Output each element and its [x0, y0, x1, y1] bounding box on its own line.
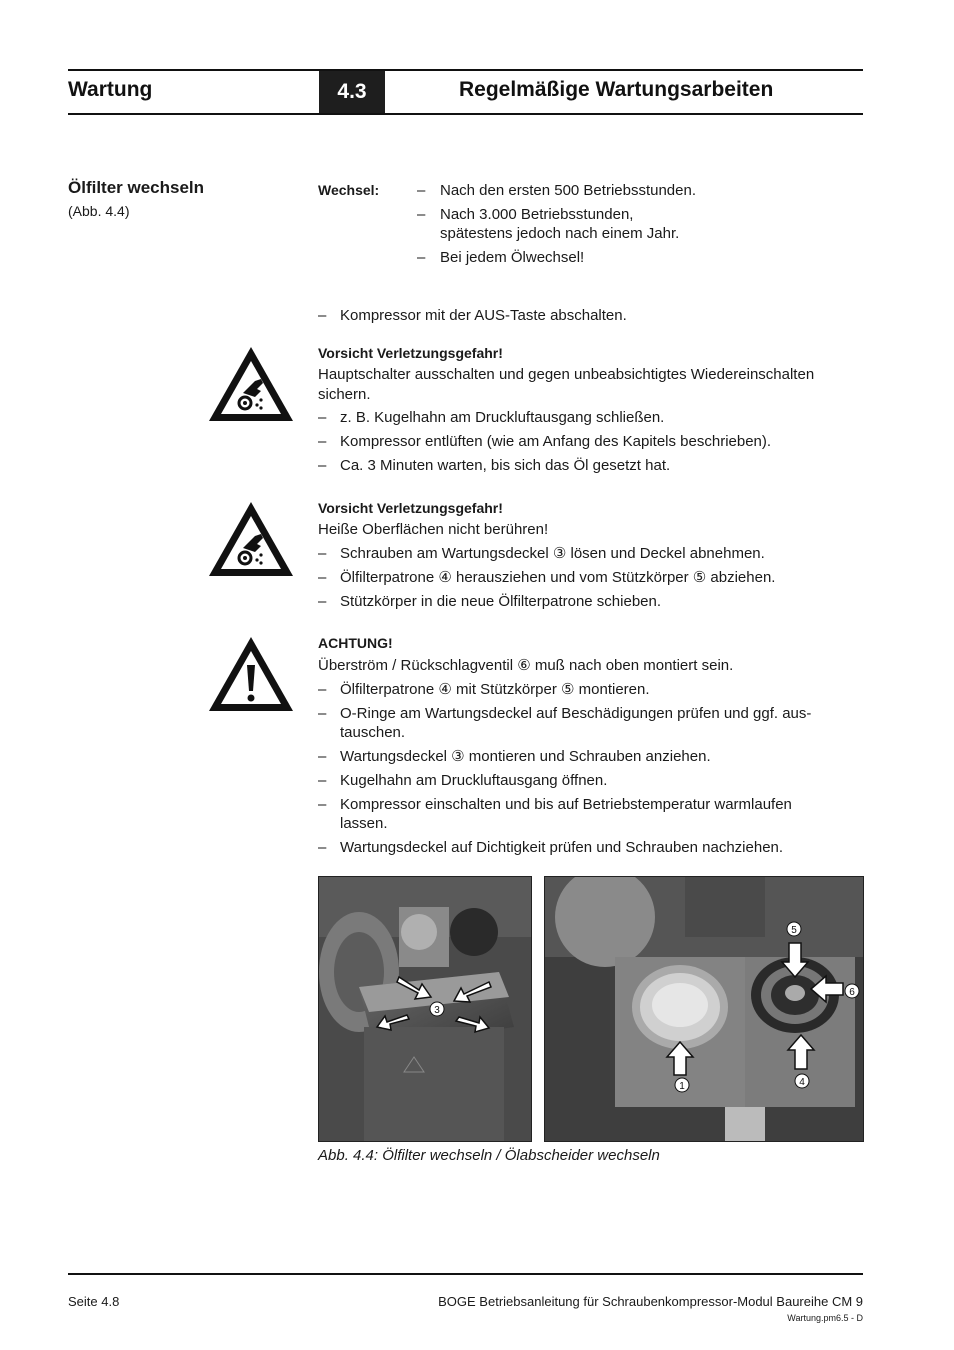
dash: – — [318, 457, 327, 474]
change-item-3: Bei jedem Ölwechsel! — [440, 249, 585, 266]
dash: – — [318, 705, 327, 722]
attention-item-5: Kompressor einschalten und bis auf Betriebstemperatur warmlaufen — [340, 796, 792, 813]
dash: – — [417, 249, 426, 266]
dash: – — [318, 569, 327, 586]
attention-item-4: Kugelhahn am Druckluftausgang öffnen. — [340, 772, 608, 789]
dash: – — [318, 748, 327, 765]
change-label: Wechsel: — [318, 182, 380, 198]
dash: – — [318, 307, 327, 324]
section-reference: (Abb. 4.4) — [68, 203, 130, 219]
dash: – — [417, 206, 426, 223]
warning1-title: Vorsicht Verletzungsgefahr! — [318, 345, 503, 361]
dash: – — [318, 545, 327, 562]
warning1-item-2: Kompressor entlüften (wie am Anfang des Kapitels beschrieben). — [340, 433, 772, 450]
dash: – — [318, 796, 327, 813]
change-item-2: Nach 3.000 Betriebsstunden, — [440, 206, 634, 223]
attention-item-2b: tauschen. — [340, 724, 406, 741]
attention-item-5b: lassen. — [340, 815, 388, 832]
warning1-text-2: sichern. — [318, 386, 371, 403]
dash: – — [318, 593, 327, 610]
header-bottom-rule — [68, 113, 863, 115]
header-section-number: 4.3 — [319, 71, 385, 113]
attention-title: ACHTUNG! — [318, 635, 393, 651]
warning1-item-3: Ca. 3 Minuten warten, bis sich das Öl gesetzt hat. — [340, 457, 671, 474]
section-title: Ölfilter wechseln — [68, 178, 205, 197]
figure-label-1: 1 — [679, 1081, 685, 1092]
hazard-hand-gear-icon — [205, 343, 297, 425]
figure-label-3: 3 — [434, 1005, 440, 1016]
photo-maintenance-cover — [318, 876, 532, 1142]
header-top-rule — [68, 69, 863, 71]
warning2-item-3: Stützkörper in die neue Ölfilterpatrone schieben. — [340, 593, 662, 610]
attention-item-1: Ölfilterpatrone ④ mit Stützkörper ⑤ montieren. — [340, 681, 650, 698]
dash: – — [318, 681, 327, 698]
dash: – — [318, 433, 327, 450]
dash: – — [318, 839, 327, 856]
attention-text: Überström / Rückschlagventil ⑥ muß nach oben montiert sein. — [318, 657, 734, 674]
footer-file-id: Wartung.pm6.5 - D — [787, 1313, 863, 1323]
dash: – — [417, 182, 426, 199]
change-item-1: Nach den ersten 500 Betriebsstunden. — [440, 182, 697, 199]
warning1-text: Hauptschalter ausschalten und gegen unbeabsichtigtes Wiedereinschalten — [318, 366, 815, 383]
dash: – — [318, 772, 327, 789]
header-chapter: Wartung — [68, 78, 153, 101]
footer-document-title: BOGE Betriebsanleitung für Schraubenkompressor-Modul Baureihe CM 9 — [438, 1294, 863, 1309]
attention-item-3: Wartungsdeckel ③ montieren und Schrauben anziehen. — [340, 748, 711, 765]
footer-page-number: Seite 4.8 — [68, 1294, 120, 1309]
figure-caption: Abb. 4.4: Ölfilter wechseln / Ölabscheider wechseln — [318, 1147, 660, 1164]
hazard-hand-gear-icon — [205, 498, 297, 580]
exclamation-warning-icon — [205, 633, 297, 715]
figure-label-4: 4 — [799, 1077, 805, 1088]
attention-item-2: O-Ringe am Wartungsdeckel auf Beschädigungen prüfen und ggf. aus- — [340, 705, 812, 722]
header-section-title: Regelmäßige Wartungsarbeiten — [459, 78, 774, 101]
attention-item-6: Wartungsdeckel auf Dichtigkeit prüfen und Schrauben nachziehen. — [340, 839, 784, 856]
photo-filter-cartridge — [544, 876, 864, 1142]
footer-rule — [68, 1273, 863, 1275]
figure-label-5: 5 — [791, 925, 797, 936]
figure-label-6: 6 — [849, 987, 855, 998]
warning1-item-1: z. B. Kugelhahn am Druckluftausgang schließen. — [340, 409, 665, 426]
dash: – — [318, 409, 327, 426]
step-off: Kompressor mit der AUS-Taste abschalten. — [340, 307, 627, 324]
warning2-item-1: Schrauben am Wartungsdeckel ③ lösen und Deckel abnehmen. — [340, 545, 765, 562]
warning2-item-2: Ölfilterpatrone ④ herausziehen und vom Stützkörper ⑤ abziehen. — [340, 569, 776, 586]
warning2-title: Vorsicht Verletzungsgefahr! — [318, 500, 503, 516]
change-item-2b: spätestens jedoch nach einem Jahr. — [440, 225, 680, 242]
warning2-text: Heiße Oberflächen nicht berühren! — [318, 521, 549, 538]
